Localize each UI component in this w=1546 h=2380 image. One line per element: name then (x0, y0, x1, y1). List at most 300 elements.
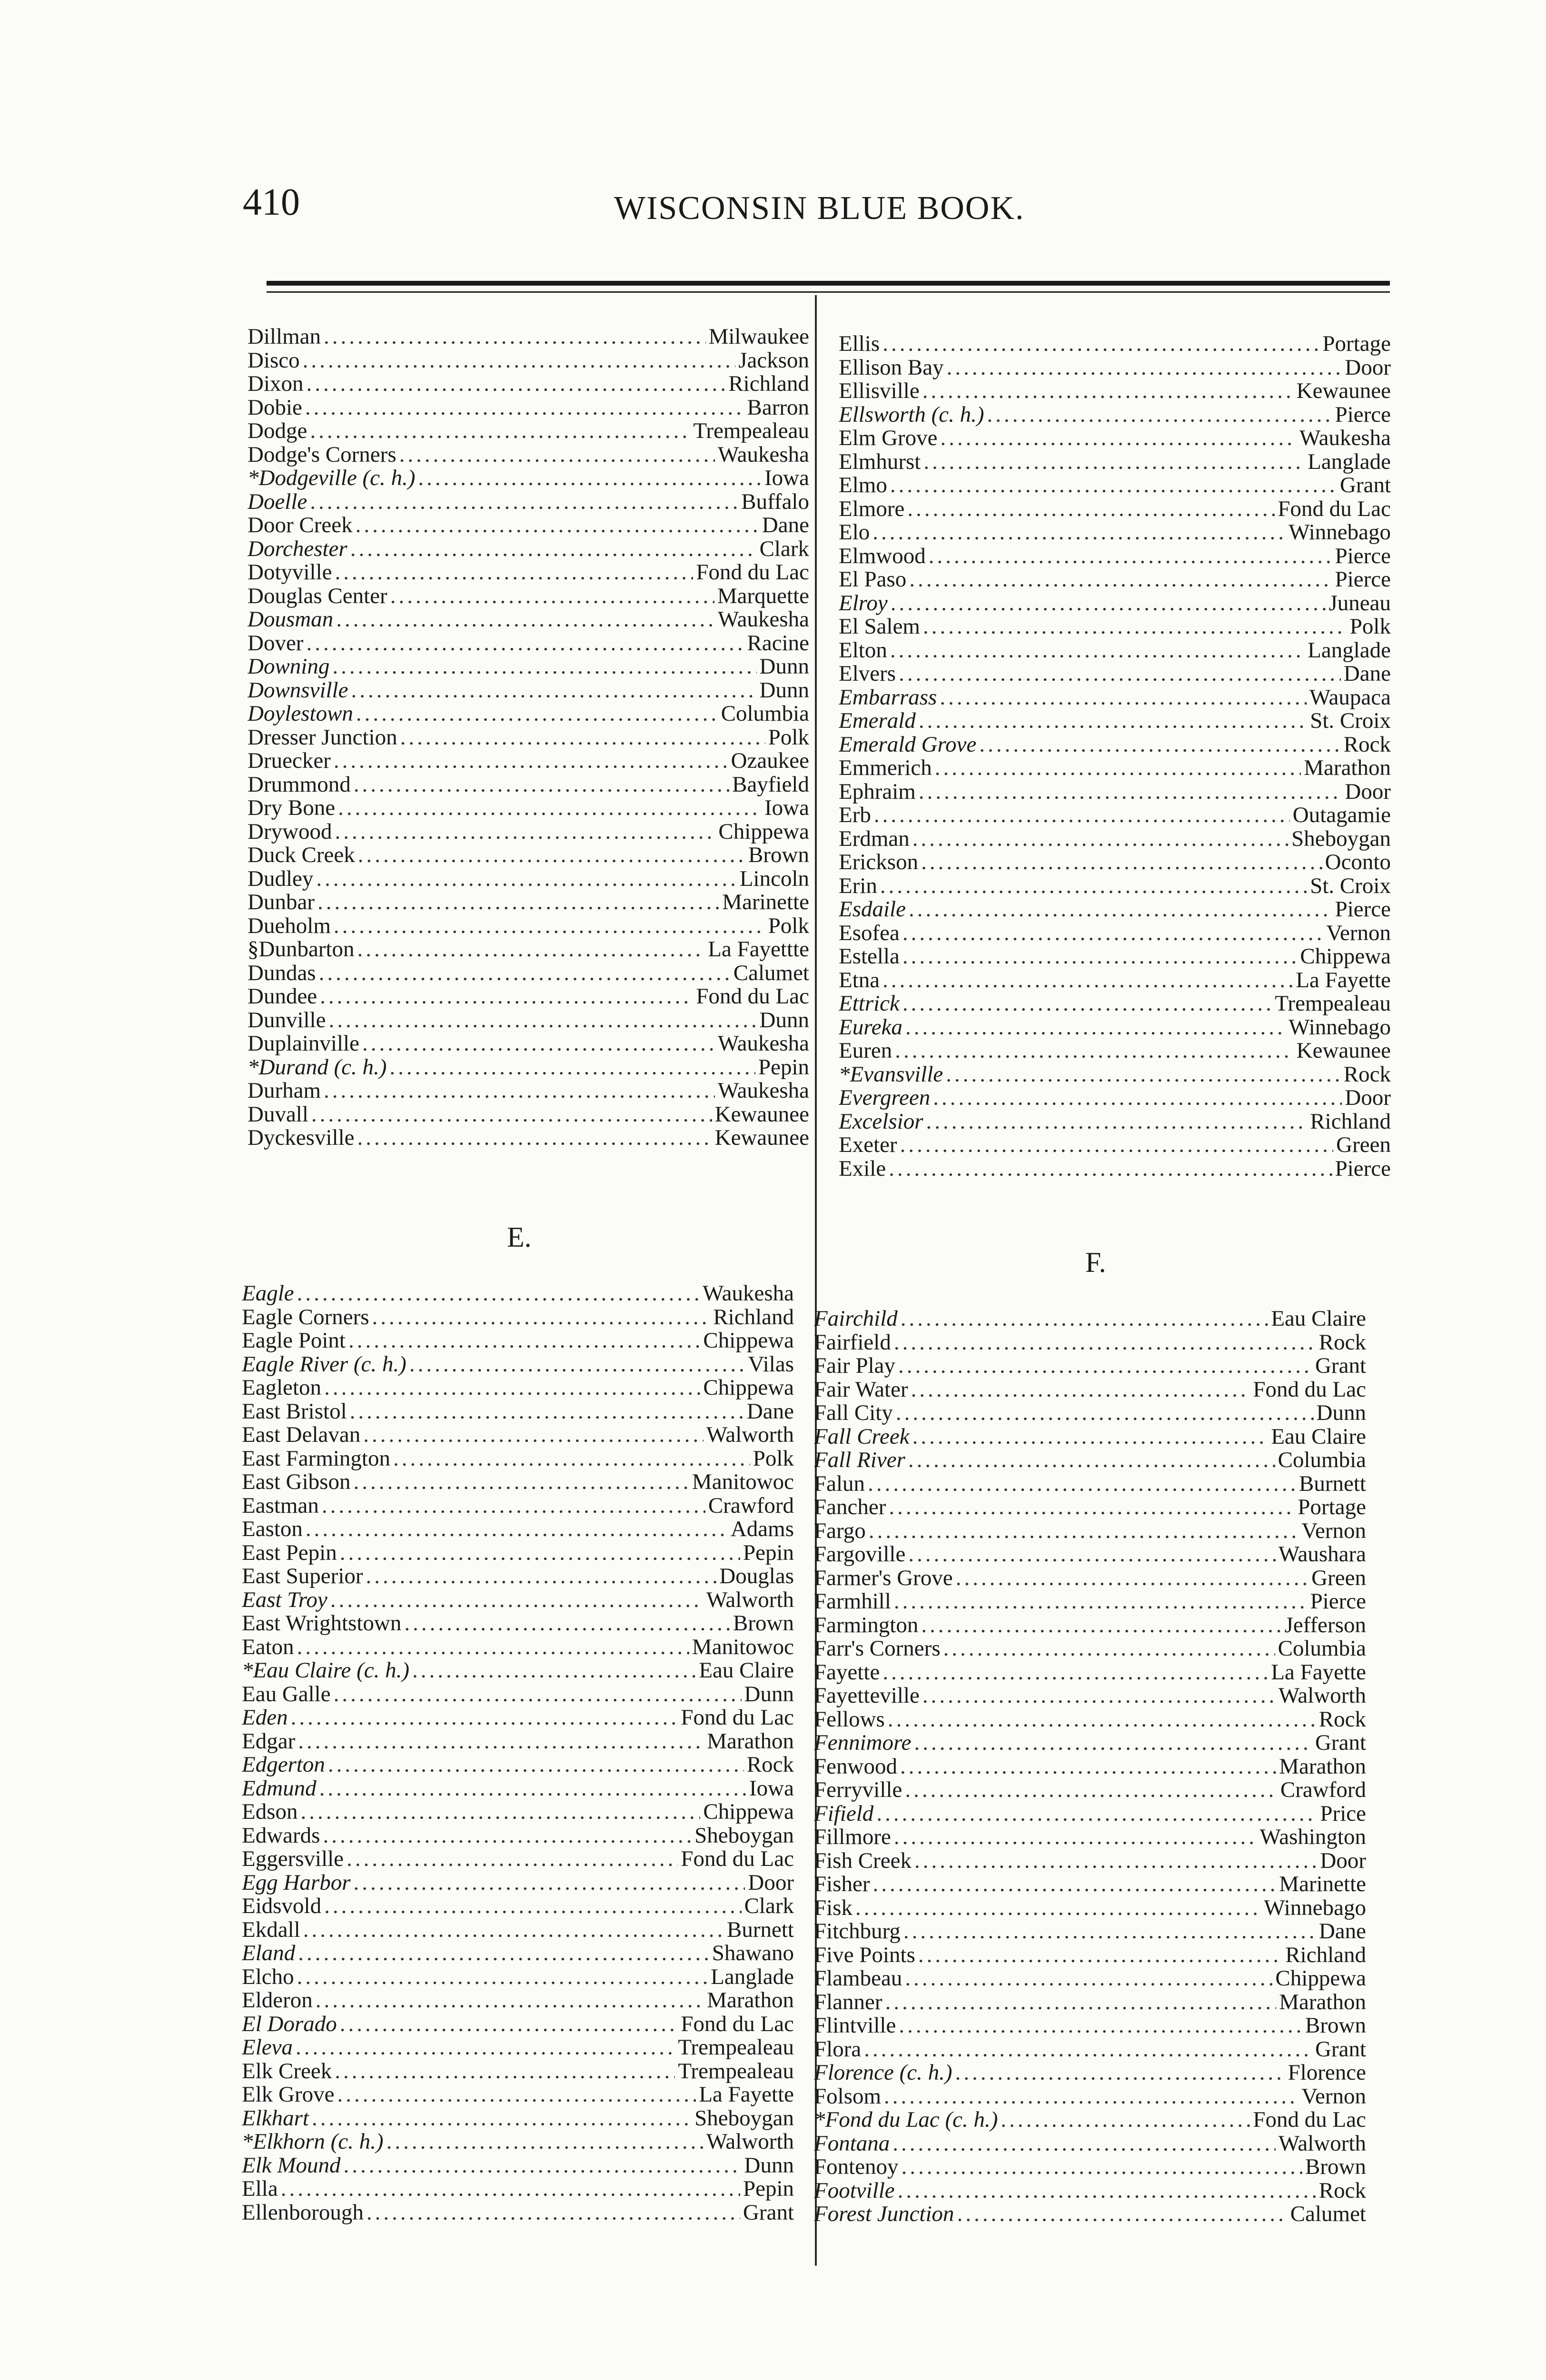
county-name: Florence (1288, 2061, 1366, 2085)
section-heading-e: E. (507, 1221, 532, 1253)
county-name: Trempealeau (693, 419, 809, 443)
place-name: Emmerich (839, 756, 932, 780)
index-entry (242, 1871, 794, 1895)
county-name: Iowa (764, 796, 809, 820)
index-entry (242, 1894, 794, 1918)
place-name: Footville (814, 2179, 895, 2202)
dot-leader (864, 2038, 1312, 2062)
place-name: Fair Water (814, 1378, 908, 1401)
place-name: Flambeau (814, 1967, 902, 1991)
place-name: Eggersville (242, 1847, 344, 1871)
place-name: Fish Creek (814, 1849, 912, 1873)
index-entry (248, 443, 809, 467)
dot-leader (322, 1494, 705, 1518)
county-name: Fond du Lac (681, 2012, 794, 2036)
dot-leader (911, 1378, 1250, 1402)
county-name: Pepin (758, 1055, 809, 1079)
place-name: Exile (839, 1157, 886, 1180)
dot-leader (941, 426, 1297, 450)
index-entry (839, 639, 1391, 663)
dot-leader (918, 1944, 1282, 1967)
county-name: Waukesha (718, 1079, 809, 1103)
county-name: Grant (1315, 2037, 1366, 2061)
index-entry (814, 2155, 1366, 2179)
index-entry (242, 1400, 794, 1424)
place-name: Dudley (248, 867, 314, 891)
county-name: Waukesha (718, 443, 809, 466)
index-entry (248, 396, 809, 420)
dot-leader (350, 1400, 744, 1424)
place-name: Ellisville (839, 379, 920, 403)
dot-leader (902, 922, 1323, 945)
county-name: Waukesha (718, 1032, 809, 1056)
place-name: Eau Galle (242, 1682, 331, 1706)
dot-leader (902, 2155, 1302, 2179)
dot-leader (895, 1039, 1293, 1063)
county-name: Dane (1318, 1920, 1366, 1944)
index-entry (248, 585, 809, 608)
place-name: Douglas Center (248, 584, 387, 608)
place-name: East Delavan (242, 1423, 361, 1447)
place-name: El Paso (839, 568, 907, 592)
dot-leader (386, 2130, 704, 2154)
index-entry (814, 1661, 1366, 1685)
place-name: Farmer's Grove (814, 1566, 953, 1590)
place-name: Doylestown (248, 702, 353, 726)
place-name: Emerald (839, 709, 916, 733)
county-name: Chippewa (703, 1376, 794, 1400)
index-entry (242, 1989, 794, 2013)
index-entry (814, 1519, 1366, 1543)
index-entry (248, 1103, 809, 1127)
county-name: Barron (747, 396, 809, 419)
place-name: East Gibson (242, 1470, 351, 1494)
place-name: Ellsworth (c. h.) (839, 403, 984, 426)
place-name: East Bristol (242, 1399, 347, 1423)
right-column-e-entries (839, 332, 1391, 1180)
county-name: Dane (1343, 662, 1391, 686)
county-name: Chippewa (718, 820, 809, 843)
dot-leader (357, 1126, 712, 1150)
dot-leader (319, 962, 731, 985)
index-entry (814, 1331, 1366, 1355)
place-name: Eagle (242, 1282, 294, 1306)
dot-leader (902, 992, 1272, 1016)
place-name: Farmhill (814, 1590, 891, 1614)
dot-leader (347, 1847, 678, 1871)
index-entry (814, 1590, 1366, 1614)
place-name: Ellison Bay (839, 356, 944, 379)
county-name: La Fayette (1271, 1660, 1366, 1684)
place-name: Egg Harbor (242, 1871, 351, 1894)
index-entry (814, 2108, 1366, 2132)
county-name: Langlade (711, 1965, 794, 1989)
county-name: Door (1345, 780, 1391, 803)
county-name: La Fayette (1296, 968, 1391, 992)
place-name: Edwards (242, 1824, 320, 1847)
place-name: Elk Grove (242, 2083, 335, 2107)
index-entry (248, 702, 809, 726)
index-entry (248, 608, 809, 632)
county-name: Sheboygan (1291, 827, 1391, 851)
dot-leader (354, 773, 729, 797)
dot-leader (344, 2154, 742, 2178)
place-name: Elkhart (242, 2106, 309, 2130)
index-entry (839, 922, 1391, 945)
index-entry (248, 372, 809, 396)
county-name: Pierce (1335, 568, 1391, 592)
place-name: Fairchild (814, 1307, 898, 1331)
place-name: Eleva (242, 2036, 293, 2060)
index-entry (814, 1778, 1366, 1802)
dot-leader (890, 474, 1337, 497)
place-name: Ekdall (242, 1918, 300, 1942)
index-entry (814, 1543, 1366, 1567)
index-entry (248, 796, 809, 820)
index-entry (242, 2036, 794, 2060)
dot-leader (399, 443, 715, 467)
index-entry (814, 1425, 1366, 1449)
place-name: Eaton (242, 1635, 294, 1659)
dot-leader (356, 514, 759, 537)
county-name: Rock (1343, 733, 1391, 756)
index-entry (248, 820, 809, 844)
dot-leader (890, 639, 1305, 663)
index-entry (839, 733, 1391, 757)
dot-leader (316, 867, 736, 891)
dot-leader (337, 2083, 696, 2107)
county-name: Marinette (1279, 1873, 1366, 1896)
place-name: Erin (839, 874, 877, 898)
dot-leader (351, 679, 756, 703)
dot-leader (291, 1706, 678, 1730)
county-name: Walworth (706, 2130, 794, 2154)
county-name: Door (748, 1871, 794, 1894)
county-name: Langlade (1308, 638, 1391, 662)
county-name: Kewaunee (714, 1102, 809, 1126)
place-name: Dotyville (248, 561, 332, 585)
place-name: Duck Creek (248, 843, 355, 867)
place-name: Forest Junction (814, 2202, 954, 2226)
place-name: Folsom (814, 2084, 882, 2108)
dot-leader (922, 379, 1294, 403)
dot-leader (873, 1873, 1277, 1896)
place-name: Eden (242, 1706, 288, 1730)
index-entry (814, 1448, 1366, 1472)
place-name: Druecker (248, 749, 331, 773)
dot-leader (902, 945, 1298, 969)
page-header (0, 181, 1546, 238)
place-name: Disco (248, 348, 300, 372)
dot-leader (353, 1470, 689, 1494)
county-name: Milwaukee (708, 325, 809, 349)
dot-leader (908, 1543, 1276, 1567)
dot-leader (898, 2179, 1316, 2203)
place-name: Drummond (248, 773, 351, 796)
place-name: Elmo (839, 474, 887, 497)
index-entry (814, 2132, 1366, 2156)
place-name: Farr's Corners (814, 1637, 941, 1661)
county-name: Marathon (1279, 1755, 1366, 1778)
dot-leader (933, 1086, 1342, 1110)
county-name: Marathon (707, 1989, 794, 2013)
place-name: Etna (839, 968, 880, 992)
index-entry (242, 1565, 794, 1588)
index-entry (248, 490, 809, 514)
county-name: Grant (1315, 1354, 1366, 1378)
county-name: Langlade (1308, 450, 1391, 474)
place-name: Dorchester (248, 537, 347, 561)
dot-leader (372, 1306, 711, 1329)
county-name: Waukesha (1299, 426, 1391, 450)
index-entry (814, 1849, 1366, 1873)
dot-leader (338, 796, 762, 820)
place-name: Farmington (814, 1613, 919, 1637)
index-entry (839, 568, 1391, 592)
place-name: Eureka (839, 1015, 902, 1039)
place-name: Duvall (248, 1102, 308, 1126)
dot-leader (905, 1967, 1272, 1991)
index-entry (248, 749, 809, 773)
county-name: Fond du Lac (1253, 1378, 1366, 1401)
place-name: Dunbar (248, 891, 315, 914)
county-name: Walworth (1278, 1684, 1366, 1708)
index-entry (839, 592, 1391, 615)
dot-leader (894, 1825, 1257, 1849)
index-entry (248, 466, 809, 490)
index-entry (839, 521, 1391, 545)
place-name: Five Points (814, 1943, 915, 1967)
index-entry (839, 1063, 1391, 1087)
index-entry (242, 2107, 794, 2131)
county-name: Fond du Lac (1253, 2108, 1366, 2132)
county-name: Pierce (1335, 1157, 1391, 1180)
index-entry (814, 2014, 1366, 2038)
county-name: Fond du Lac (681, 1706, 794, 1730)
index-entry (242, 1329, 794, 1353)
index-entry (248, 914, 809, 938)
dot-leader (894, 1331, 1316, 1355)
index-entry (248, 655, 809, 679)
county-name: Marinette (722, 891, 809, 914)
index-entry (814, 1496, 1366, 1519)
county-name: Trempealeau (678, 2036, 794, 2060)
county-name: Polk (768, 914, 809, 938)
dot-leader (362, 1032, 715, 1056)
index-entry (242, 1636, 794, 1659)
dot-leader (900, 1755, 1276, 1779)
place-name: Embarrass (839, 685, 937, 709)
index-entry (839, 1157, 1391, 1181)
dot-leader (353, 1871, 745, 1895)
dot-leader (889, 1496, 1295, 1519)
place-name: Dundee (248, 985, 317, 1009)
dot-leader (912, 1425, 1269, 1449)
dot-leader (328, 1753, 744, 1777)
place-name: Fargo (814, 1519, 866, 1543)
index-entry (242, 1706, 794, 1730)
place-name: Fontenoy (814, 2155, 899, 2179)
dot-leader (305, 396, 744, 420)
county-name: Portage (1298, 1496, 1366, 1519)
place-name: Eastman (242, 1494, 319, 1517)
county-name: Grant (1315, 1731, 1366, 1755)
county-name: Pepin (743, 1541, 794, 1565)
place-name: Erdman (839, 827, 910, 851)
county-name: Columbia (1278, 1448, 1366, 1472)
dot-leader (899, 2014, 1302, 2038)
county-name: Winnebago (1288, 521, 1391, 545)
index-entry (814, 1896, 1366, 1920)
county-name: Dunn (1316, 1401, 1366, 1425)
dot-leader (898, 1354, 1312, 1378)
dot-leader (324, 1894, 741, 1918)
place-name: East Pepin (242, 1541, 337, 1565)
county-name: Eau Claire (699, 1659, 794, 1683)
index-entry (248, 537, 809, 561)
county-name: Trempealeau (1275, 992, 1391, 1016)
dot-leader (358, 843, 745, 867)
dot-leader (340, 1541, 740, 1565)
dot-leader (872, 521, 1286, 545)
dot-leader (330, 1588, 704, 1612)
place-name: Eagleton (242, 1376, 322, 1400)
dot-leader (923, 450, 1305, 474)
place-name: Florence (c. h.) (814, 2061, 952, 2085)
place-name: Ettrick (839, 992, 900, 1016)
dot-leader (882, 332, 1319, 356)
index-entry (242, 1447, 794, 1471)
dot-leader (298, 1730, 704, 1754)
dot-leader (955, 2061, 1285, 2085)
county-name: Marquette (717, 584, 809, 608)
dot-leader (882, 1661, 1268, 1685)
dot-leader (335, 820, 716, 844)
index-entry (814, 1401, 1366, 1425)
county-name: Sheboygan (694, 1824, 794, 1847)
county-name: Dane (746, 1399, 794, 1423)
dot-leader (297, 1965, 708, 1989)
place-name: Edgerton (242, 1753, 325, 1777)
county-name: Calumet (733, 961, 809, 985)
place-name: Esdaile (839, 898, 906, 922)
dot-leader (914, 1849, 1317, 1873)
dot-leader (303, 1918, 724, 1942)
index-entry (248, 632, 809, 655)
dot-leader (350, 537, 757, 561)
county-name: Shawano (712, 1942, 794, 1965)
dot-leader (334, 914, 765, 938)
place-name: Dueholm (248, 914, 331, 938)
county-name: Manitowoc (692, 1470, 794, 1494)
dot-leader (891, 592, 1326, 615)
place-name: Elmwood (839, 544, 926, 568)
index-entry (839, 662, 1391, 686)
dot-leader (900, 1133, 1334, 1157)
county-name: Rock (1343, 1062, 1391, 1086)
dot-leader (912, 827, 1288, 851)
place-name: Elvers (839, 662, 896, 686)
dot-leader (921, 851, 1322, 874)
dot-leader (316, 1989, 704, 2013)
index-entry (248, 867, 809, 891)
county-name: Eau Claire (1271, 1307, 1366, 1331)
place-name: Doelle (248, 490, 307, 514)
index-entry (814, 1637, 1366, 1661)
index-entry (839, 827, 1391, 851)
dot-leader (868, 1472, 1296, 1496)
place-name: Fairfield (814, 1330, 891, 1354)
place-name: *Evansville (839, 1062, 943, 1086)
place-name: Erickson (839, 851, 919, 874)
county-name: Walworth (706, 1588, 794, 1612)
dot-leader (888, 1708, 1316, 1732)
place-name: Fifield (814, 1802, 874, 1825)
dot-leader (310, 490, 738, 514)
index-entry (242, 2130, 794, 2154)
index-entry (839, 450, 1391, 474)
place-name: Dunville (248, 1008, 326, 1032)
county-name: Douglas (719, 1565, 794, 1588)
index-entry (248, 1009, 809, 1032)
dot-leader (323, 1824, 692, 1848)
county-name: Waushara (1278, 1543, 1366, 1567)
index-entry (839, 545, 1391, 568)
index-entry (242, 1423, 794, 1447)
dot-leader (334, 1683, 742, 1706)
dot-leader (979, 733, 1340, 757)
dot-leader (923, 615, 1347, 639)
dot-leader (311, 1103, 712, 1127)
dot-leader (905, 1016, 1286, 1040)
index-entry (242, 1306, 794, 1329)
place-name: Ellenborough (242, 2201, 364, 2224)
county-name: Grant (1339, 474, 1391, 497)
county-name: Burnett (1299, 1472, 1366, 1496)
dot-leader (324, 325, 706, 349)
index-entry (839, 1133, 1391, 1157)
place-name: Euren (839, 1039, 892, 1063)
left-column-e-entries (242, 1282, 794, 2224)
place-name: *Elkhorn (c. h.) (242, 2130, 384, 2154)
dot-leader (889, 1157, 1332, 1181)
county-name: Dunn (759, 655, 809, 679)
county-name: Pierce (1335, 898, 1391, 922)
index-entry (248, 938, 809, 962)
place-name: Fisk (814, 1896, 852, 1920)
county-name: Winnebago (1288, 1015, 1391, 1039)
place-name: East Superior (242, 1565, 363, 1588)
county-name: La Fayette (699, 2083, 794, 2107)
place-name: Dobie (248, 396, 302, 419)
index-entry (839, 803, 1391, 827)
county-name: Chippewa (1300, 945, 1391, 969)
index-entry (242, 1588, 794, 1612)
index-entry (242, 1353, 794, 1377)
index-entry (242, 1541, 794, 1565)
place-name: Estella (839, 945, 900, 969)
place-name: Dyckesville (248, 1126, 355, 1150)
place-name: Fargoville (814, 1543, 906, 1567)
dot-leader (310, 419, 690, 443)
index-entry (839, 709, 1391, 733)
dot-leader (919, 780, 1342, 804)
index-entry (814, 1967, 1366, 1991)
place-name: Fellows (814, 1707, 885, 1731)
place-name: *Dodgeville (c. h.) (248, 466, 416, 490)
dot-leader (957, 2202, 1288, 2226)
county-name: Marathon (1279, 1990, 1366, 2014)
